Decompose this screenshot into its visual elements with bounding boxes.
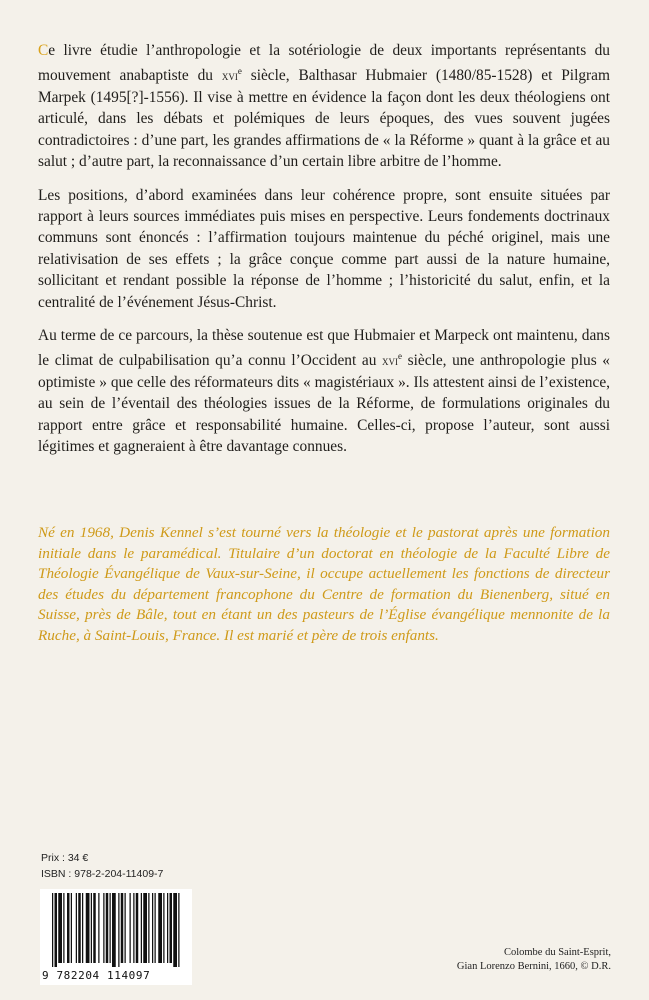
paragraph-text: e livre étudie l’anthropologie et la sotériologie de deux importants représentants du mouvement anabaptiste du [38, 42, 610, 85]
barcode-bar [112, 893, 116, 967]
barcode-bar [76, 893, 77, 963]
description-paragraph-1 [38, 40, 610, 173]
barcode-bar [167, 893, 168, 963]
century-numeral: xvi [382, 353, 399, 369]
barcode-bar [106, 893, 109, 963]
author-bio-text: Né en 1968, Denis Kennel s’est tourné vers la théologie et le pastorat après une formation initiale dans le paramédical. Titulaire d’un doctorat en théologie de la Faculté Libre de Théologie Évangélique de Vaux-sur-Seine, il occupe actuellement les fonctions de directeur des études du département francophone du Centre de formation du Bienenberg, situé en Suisse, près de Bâle, tout en étant un des pasteurs de l’Église évangélique mennonite de la Ruche, à Saint-Louis, France. Il est marié et père de trois enfants. [38, 524, 610, 644]
description-paragraph-2: Les positions, d’abord examinées dans leur cohérence propre, sont ensuite situées par rapport à leurs sources immédiates puis mises en perspective. Leurs fondements doctrinaux communs sont énoncés : l’affirmation toujours maintenue du péché originel, mais une relativisation de ses effets ; la grâce conçue comme part aussi de la nature humaine, sollicitant et rendant possible la réponse de l’homme ; l’historicité du salut, enfin, et la centralité de l’événement Jésus-Christ. [38, 186, 610, 311]
author-bio [38, 523, 610, 647]
description-paragraph-3 [38, 325, 610, 458]
barcode-bar [170, 893, 173, 963]
barcode-bar [173, 893, 177, 967]
barcode-bar [125, 893, 126, 963]
barcode-bar [155, 893, 156, 963]
barcode-bar [178, 893, 179, 967]
barcode-bar [152, 893, 153, 963]
book-description [38, 40, 610, 470]
barcode-bar [148, 893, 149, 963]
barcode-bar [103, 893, 104, 963]
image-credit-line-1: Colombe du Saint-Esprit, [503, 947, 611, 958]
barcode-digits: 9 782204 114097 [42, 969, 151, 982]
barcode [40, 889, 192, 985]
barcode-bar [141, 893, 142, 963]
paragraph-text: siècle, Balthasar Hubmaier (1480/85-1528) et Pilgram Marpek (1495[?]-1556). Il vise à mettre en évidence la façon dont les deux théologiens ont articulé, dans les débats et polémiques de leurs époques, des vues souvent jugées contradictoires : d’une part, les grandes affirmations de « la Réforme » quant à la grâce et au salut ; d’autre part, la reconnaissance d’un certain libre arbitre de l’homme. [38, 67, 610, 171]
century-superscript: e [237, 66, 242, 77]
century-superscript: e [398, 351, 403, 362]
image-credit-line-2: Gian Lorenzo Bernini, 1660, © D.R. [456, 961, 611, 972]
barcode-bar [91, 893, 92, 963]
barcode-bar [133, 893, 134, 963]
barcode-bar [71, 893, 72, 963]
barcode-bar [78, 893, 81, 963]
price-label: Prix : 34 € [41, 852, 89, 864]
barcode-bar [63, 893, 64, 963]
barcode-bar [58, 893, 62, 963]
paragraph-text: siècle, une anthropologie plus « optimiste » que celle des réformateurs dits « magistériaux ». Ils attestent ainsi de l’existence, au sein de l’éventail des théologies issues de la Réforme, de formulations originales du rapport entre grâce et responsabilité humaine. Celles-ci, propose l’auteur, sont aussi légitimes et gagneraient à être davantage connues. [38, 352, 610, 456]
barcode-bar [118, 893, 119, 967]
barcode-bar [136, 893, 139, 963]
barcode-bar [143, 893, 147, 963]
barcode-bar [158, 893, 162, 963]
barcode-bar [93, 893, 96, 963]
barcode-bar [86, 893, 90, 963]
century-numeral: xvi [221, 68, 238, 84]
barcode-bar [98, 893, 99, 963]
barcode-bar [130, 893, 131, 963]
barcode-bar [121, 893, 124, 963]
barcode-bar [67, 893, 70, 963]
barcode-bars [40, 889, 192, 969]
isbn-label: ISBN : 978-2-204-11409-7 [41, 868, 164, 880]
image-credit [351, 946, 611, 974]
barcode-bar [110, 893, 111, 963]
drop-cap: C [38, 42, 49, 59]
barcode-bar [52, 893, 53, 967]
paragraph-text: Au terme de ce parcours, la thèse soutenue est que Hubmaier et Marpeck ont maintenu, dans le climat de culpabilisation qu’a connu l’Occident au [38, 327, 610, 370]
barcode-bar [163, 893, 164, 963]
barcode-bar [82, 893, 83, 963]
barcode-bar [55, 893, 58, 967]
